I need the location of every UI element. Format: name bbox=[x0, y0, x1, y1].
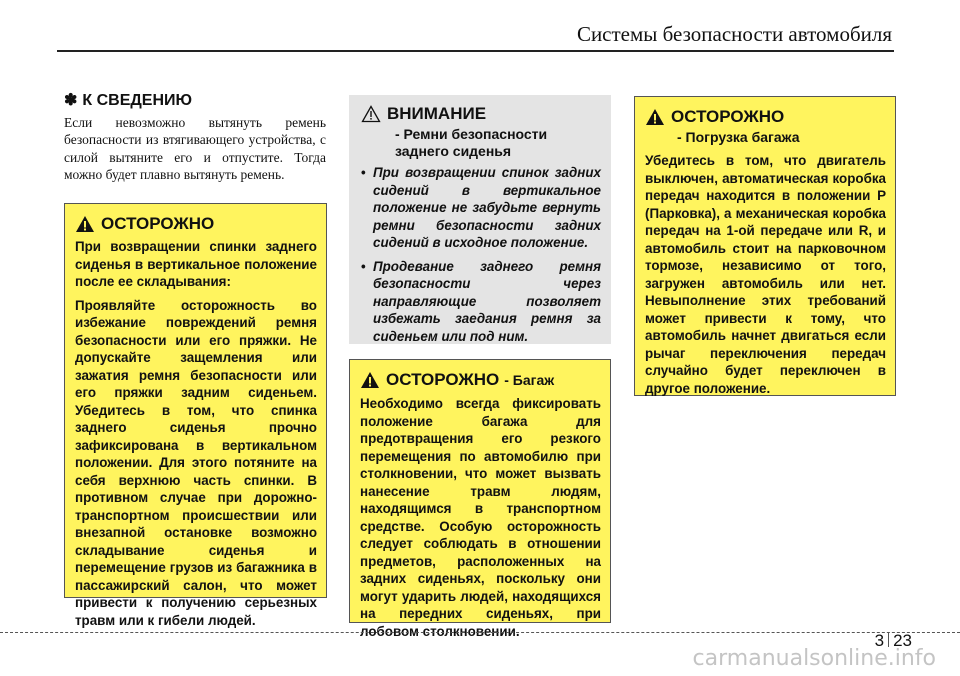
warning-triangle-icon bbox=[360, 371, 380, 389]
warning-triangle-icon bbox=[75, 215, 95, 233]
caution-box-loading bbox=[634, 96, 896, 396]
footer-rule bbox=[0, 632, 960, 633]
warning-triangle-outline-icon bbox=[361, 105, 381, 123]
page-header-title: Системы безопасности автомобиля bbox=[576, 22, 892, 46]
warning-triangle-icon bbox=[645, 108, 665, 126]
attention-list-item: • При возвращении спинок задних сидений в вертикальное положение не забудьте вернуть ремни безопасности задних сидений в исходное положение. bbox=[361, 164, 601, 252]
attention-box-title bbox=[361, 104, 601, 124]
attention-box-rear-belts bbox=[349, 95, 611, 344]
attention-list bbox=[361, 164, 601, 345]
caution-title-text: ОСТОРОЖНО bbox=[671, 107, 785, 126]
page-number-value: 23 bbox=[893, 631, 912, 650]
caution-intro: При возвращении спинки заднего сиденья в вертикальное положение после ее складывания: bbox=[75, 239, 317, 289]
notice-section bbox=[64, 90, 326, 183]
attention-list-item: • Продевание заднего ремня безопасности через направляющие позволяет избежать заедания ремня за сиденьем или под ним. bbox=[361, 258, 601, 346]
caution-box-luggage bbox=[349, 359, 611, 639]
watermark: carmanualsonline.info bbox=[692, 646, 936, 671]
caution-box-title bbox=[645, 107, 886, 127]
page-number-separator bbox=[888, 633, 889, 647]
caution-text: Проявляйте осторожность во избежание повреждений ремня безопасности или его пряжки. Не допускайте защемления или зажатия ремня безопасности или его пряжки задним сиденьем. Убедитесь в том, что спинка заднего сиденья прочно зафиксирована в вертикальном положении. Для этого потяните на себя верхнюю часть спинки. В противном случае при дорожно-транспортном происшествии или внезапной остановке возможно складывание сиденья и перемещение грузов из багажника в пассажирский салон, что может привести к получению серьезных травм или к гибели людей. bbox=[75, 297, 317, 628]
attention-title-text: ВНИМАНИЕ bbox=[387, 104, 487, 123]
caution-box-title bbox=[360, 370, 601, 390]
caution-title-suffix: - Багаж bbox=[504, 372, 555, 388]
notice-heading-text: К СВЕДЕНИЮ bbox=[82, 92, 193, 109]
chapter-number: 3 bbox=[874, 631, 885, 650]
caution-title-text: ОСТОРОЖНО bbox=[386, 370, 500, 389]
caution-title-text: ОСТОРОЖНО bbox=[101, 214, 215, 233]
caution-subtitle: - Погрузка багажа bbox=[677, 129, 800, 145]
asterisk-icon: ✽ bbox=[64, 92, 78, 109]
attention-subtitle: - Ремни безопасности заднего сиденья bbox=[395, 126, 548, 159]
caution-box-title bbox=[75, 214, 317, 234]
notice-heading bbox=[64, 90, 326, 110]
caution-text: Убедитесь в том, что двигатель выключен, автоматическая коробка передач находится в положении P (Парковка), а механическая коробка передач на 1-ой передаче или R, и автомобиль стоит на парковочном тормозе, независимо от того, загружен автомобиль или нет. Невыполнение этих требований может привести к тому, что автомобиль начнет двигаться если рычаг переключения передач случайно будет переключен в другое положение. bbox=[645, 153, 886, 396]
caution-text: Необходимо всегда фиксировать положение багажа для предотвращения его резкого перемещения по автомобилю при столкновении, что может вызвать нанесение травм людям, находящимся в транспортном средстве. Особую осторожность следует соблюдать в отношении предметов, расположенных на задних сиденьях, поскольку они могут ударить людей, находящихся на передних сиденьях, при лобовом столкновении. bbox=[360, 396, 601, 639]
caution-box-rear-seatback bbox=[64, 203, 327, 628]
notice-body: Если невозможно вытянуть ремень безопасности из втягивающего устройства, с силой вытяните его и отпустите. Тогда можно будет плавно вытянуть ремень. bbox=[64, 115, 326, 182]
header-rule bbox=[57, 50, 894, 52]
